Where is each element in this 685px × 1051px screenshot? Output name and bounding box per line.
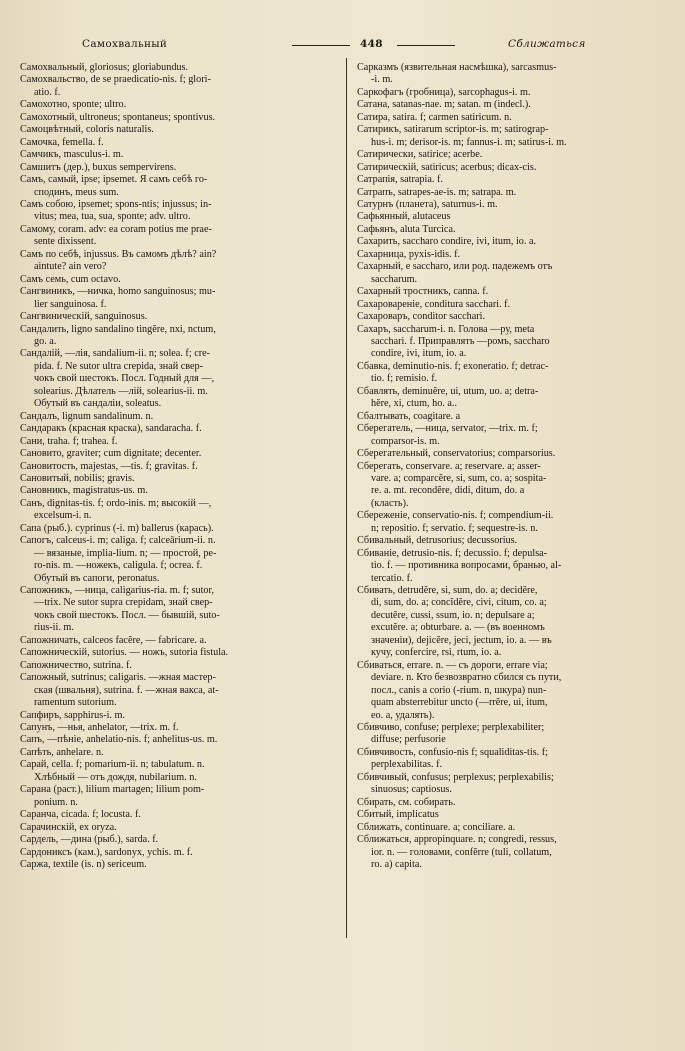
entry-line: Сбереженіе, conservatio-nis. f; compendium-ii.	[357, 510, 554, 522]
right-column	[357, 62, 669, 871]
entry-line: Сбитый, implicatus	[357, 809, 439, 821]
entry-line: Сбивчиво, confuse; perplexe; perplexabiliter;	[357, 722, 545, 734]
entry-line: кучу, confercire, rsi, rtum, io. a.	[371, 647, 502, 659]
entry-line: Сандаракъ (красная краска), sandaracha. f.	[20, 423, 202, 435]
entry-line: Сандалить, ligno sandalino tingĕre, nxi, nctum,	[20, 323, 216, 335]
entry-line: Саржа, textile (is. n) sericeum.	[20, 859, 147, 870]
entry-line: ior. n. — головами, confĕrre (tuli, collatum,	[371, 846, 552, 858]
entry-line: Сановито, graviter; cum dignitate; decenter.	[20, 448, 202, 460]
entry-line: Сберегательный, conservatorius; comparsorius.	[357, 448, 556, 460]
entry-line: vare. a; comparcĕre, si, sum, co. a; sospita-	[371, 472, 547, 484]
entry-line: Сангвиникъ, —ничка, homo sanguinosus; mu-	[20, 286, 216, 298]
entry-line: di, sum, do. a; concĭdĕre, civi, citum, co. a;	[371, 597, 547, 609]
entry-line: Самому, coram. adv: ea coram potius me prae-	[20, 223, 212, 235]
entry-line: Сапожническій, sutorius. — ножъ, sutoria fistula.	[20, 647, 229, 659]
entry-line: condire, ivi, itum, io. a.	[371, 348, 467, 360]
page-number: 448	[360, 38, 383, 50]
entry-line: Сапожникъ, —ница, caligarius-ria. m. f; sutor,	[20, 585, 215, 597]
entry-line: Сатрапъ, satrapes-ae-is. m; satrapa. m.	[357, 186, 517, 198]
entry-line: sinuosus; captiosus.	[371, 784, 452, 796]
header-left-guide-word: Самохвальный	[82, 38, 168, 50]
entry-line: Сбавка, deminutio-nis. f; exoneratio. f; detrac-	[357, 360, 549, 372]
entry-line: Самохвальный, gloriosus; gloriabundus.	[20, 62, 189, 73]
entry-line: чокъ свой шестокъ. Посл. Годный для —,	[34, 373, 215, 385]
entry-line: Сатана, satanas-nae. m; satan. m (indecl.).	[357, 99, 531, 111]
entry-line: —trix. Ne sutor supra crepidam, знай свер-	[34, 597, 213, 609]
entry-line: Саркофагъ (гробница), sarcophagus-i. m.	[357, 86, 531, 98]
entry-line: Самохотный, ultroneus; spontaneus; spontivus.	[20, 111, 216, 123]
header-right-guide-word: Сближаться	[508, 38, 586, 50]
entry-line: re. a. mt. recondĕre, didi, ditum, do. a	[371, 485, 525, 497]
entry-line: pida. f. Ne sutor ultra crepida, знай свер-	[34, 360, 204, 372]
entry-line: Сарачинскій, ex oryza.	[20, 821, 117, 833]
header-rule-left	[292, 45, 350, 46]
entry-line: rius-ii. m.	[34, 622, 74, 634]
entry-line: ro-nis. m. —ножекъ, caligula. f; ocrea. f.	[34, 560, 203, 572]
entry-line: Самъ по себѣ, injussus. Въ самомъ дѣлѣ? ain?	[20, 248, 217, 260]
entry-line: Сапъ, —пѣніе, anhelatio-nis. f; anhelitus-us. m.	[20, 734, 218, 746]
entry-line: Сапа (рыб.). cyprinus (-i. m) ballerus (карась).	[20, 522, 214, 534]
column-divider	[346, 58, 347, 938]
entry-line: Сахарить, saccharo condire, ivi, itum, io. a.	[357, 236, 537, 248]
entry-line: Сапѣть, anhelare. n.	[20, 746, 104, 758]
entry-line: Сбиваться, errare. n. — съ дороги, errare via;	[357, 659, 548, 671]
entry-line: ramentum sutorium.	[34, 697, 117, 709]
entry-line: sente dixissent.	[34, 236, 97, 248]
entry-line: Сапожничество, sutrina. f.	[20, 659, 132, 671]
entry-line: excutĕre. a; obturbare. a. — (въ военномъ	[371, 622, 545, 634]
entry-line: Сардониксъ (кам.), sardonyx, ychis. m. f.	[20, 846, 193, 858]
entry-line: Самъ семь, cum octavo.	[20, 273, 121, 285]
entry-line: Сахарница, pyxis-idis. f.	[357, 248, 461, 260]
entry-line: Сандалъ, lignum sandalinum. n.	[20, 410, 154, 422]
entry-line: tio. f. — противника вопросами, бранью, al-	[371, 560, 562, 572]
entry-line: (класть).	[371, 497, 409, 509]
entry-line: eo. a, удалять).	[371, 709, 435, 721]
page-header	[20, 38, 670, 54]
entry-line: -i. m.	[371, 74, 393, 86]
entry-line: Самохвальство, de se praedicatio-nis. f; glori-	[20, 74, 211, 86]
entry-line: Сбавлять, deminuĕre, ui, utum, uo. a; detra-	[357, 385, 539, 397]
entry-line: quam absterrebitur uncto (—rrĕre, ui, itum,	[371, 697, 548, 709]
entry-line: Сбивать, detrudĕre, si, sum, do. a; decidĕre,	[357, 585, 538, 597]
entry-line: Сближать, continuare. a; conciliare. a.	[357, 821, 516, 833]
entry-line: perplexabilitas. f.	[371, 759, 443, 771]
entry-line: Хлѣбный — отъ дождя, nubilarium. n.	[34, 771, 197, 783]
entry-line: Самшитъ (дер.), buxus sempervirens.	[20, 161, 177, 173]
entry-line: Сапунъ, —нья, anhelator, —trix. m. f.	[20, 722, 179, 734]
entry-line: Сахарный тростникъ, canna. f.	[357, 286, 489, 298]
left-column	[20, 62, 338, 871]
entry-line: comparsor-is. m.	[371, 435, 440, 447]
entry-line: Сбивчивый, confusus; perplexus; perplexabilis;	[357, 771, 554, 783]
entry-line: Самъ собою, ipsemet; spons-ntis; injussus; in-	[20, 198, 212, 210]
entry-line: diffuse; perfusorie	[371, 734, 446, 746]
entry-line: Самохотно, sponte; ultro.	[20, 99, 127, 111]
entry-line: Сатирикъ, satirarum scriptor-is. m; satirograp-	[357, 124, 549, 136]
entry-line: Самчикъ, masculus-i. m.	[20, 149, 124, 161]
entry-line: Самъ, самый, ipse; ipsemet. Я самъ себѣ го-	[20, 174, 208, 186]
entry-line: sacchari. f. Приправлять —ромъ, saccharo	[371, 335, 550, 347]
entry-line: hĕre, xi, ctum, ho. a..	[371, 398, 458, 410]
entry-line: значеніи), dejicĕre, jeci, jectum, io. a. — въ	[371, 634, 552, 646]
entry-line: Сарай, cella. f; pomarium-ii. n; tabulatum. n.	[20, 759, 205, 771]
entry-line: Самочка, femella. f.	[20, 136, 104, 148]
entry-line: Сановитый, nobilis; gravis.	[20, 472, 135, 484]
entry-line: Сатирически, satirice; acerbe.	[357, 149, 483, 161]
header-rule-right	[397, 45, 455, 46]
entry-line: Сберегатель, —ница, servator, —trix. m. f;	[357, 423, 538, 435]
entry-line: Сахарный, e saccharo, или род. падежемъ отъ	[357, 261, 553, 273]
entry-line: Обутый въ сандаліи, soleatus.	[34, 398, 162, 410]
entry-line: Обутый въ сапоги, peronatus.	[34, 572, 160, 584]
entry-line: Сапфиръ, sapphirus-i. m.	[20, 709, 125, 721]
entry-line: Сахаръ, saccharum-i. n. Голова —ру, meta	[357, 323, 535, 335]
entry-line: ro. a) capita.	[371, 859, 422, 870]
entry-line: Сапожничать, calceos facĕre, — fabricare. a.	[20, 634, 207, 646]
entry-line: Сановникъ, magistratus-us. m.	[20, 485, 148, 497]
entry-line: aintute? ain vero?	[34, 261, 107, 273]
entry-line: Санъ, dignitas-tis. f; ordo-inis. m; высокій —,	[20, 497, 212, 509]
entry-line: Сбивчивость, confusio-nis f; squaliditas-tis. f;	[357, 746, 548, 758]
entry-line: hus-i. m; derisor-is. m; fannus-i. m; satirus-i. m.	[371, 136, 567, 148]
entry-line: Сбивальный, detrusorius; decussorius.	[357, 535, 518, 547]
entry-line: Сберегать, conservare. a; reservare. a; asser-	[357, 460, 541, 472]
entry-line: Сбиваніе, detrusio-nis. f; decussio. f; depulsa-	[357, 547, 548, 559]
entry-line: solearius. Дѣлатель —лій, solearius-ii. m.	[34, 385, 208, 397]
entry-line: n; repositio. f; servatio. f; sequestre-is. n.	[371, 522, 538, 534]
entry-line: Сатрапія, satrapia. f.	[357, 174, 443, 186]
entry-line: Сахароваренie, conditura sacchari. f.	[357, 298, 511, 310]
entry-line: vitus; mea, tua, sua, sponte; adv. ultro.	[34, 211, 191, 223]
entry-line: посл., canis a corio (-rium. n, шкура) nun-	[371, 684, 547, 696]
entry-line: go. a.	[34, 335, 57, 347]
entry-line: Сбалтывать, coagitare. a	[357, 410, 461, 422]
entry-line: Сани, traha. f; trahea. f.	[20, 435, 118, 447]
entry-line: lier sanguinosa. f.	[34, 298, 107, 310]
entry-line: Сангвиническій, sanguinosus.	[20, 311, 148, 323]
entry-line: Сарана (раст.), lilium martagen; lilium pom-	[20, 784, 205, 796]
entry-line: saccharum.	[371, 273, 418, 285]
entry-line: Самоцвѣтный, coloris naturalis.	[20, 124, 154, 136]
entry-line: — вязаные, implia-lium. n; — простой, pe-	[34, 547, 217, 559]
entry-line: Сатирическій, satiricus; acerbus; dicax-cis.	[357, 161, 537, 173]
entry-line: Сатира, satira. f; carmen satiricum. n.	[357, 111, 512, 123]
entry-line: Сардель, —дина (рыб.), sarda. f.	[20, 834, 159, 846]
entry-line: ponium. n.	[34, 796, 78, 808]
entry-line: Сближаться, appropinquare. n; congredi, ressus,	[357, 834, 557, 846]
entry-line: Сандалій, —лія, sandalium-ii. n; solea. f; cre-	[20, 348, 211, 360]
entry-line: excelsum-i. n.	[34, 510, 92, 522]
entry-line: Сапогъ, calceus-i. m; caliga. f; calceārium-ii. n.	[20, 535, 216, 547]
entry-line: Сатурнъ (планета), saturnus-i. m.	[357, 198, 498, 210]
entry-line: decutĕre, cussi, ssum, io. n; depulsare a;	[371, 609, 535, 621]
entry-line: atio. f.	[34, 86, 61, 98]
entry-line: deviare. n. Кто безвозвратно сбился съ пути,	[371, 672, 562, 684]
entry-line: Сарказмъ (язвительная насмѣшка), sarcasmus-	[357, 62, 557, 73]
entry-line: Сапожный, sutrinus; caligaris. —жная мастер-	[20, 672, 216, 684]
entry-line: чокъ свой шестокъ. Посл. — бывшій, suto-	[34, 609, 220, 621]
entry-line: Сбирать, см. собирать.	[357, 796, 456, 808]
entry-line: сподинъ, meus sum.	[34, 186, 119, 198]
entry-line: Сановитость, majestas, —tis. f; gravitas. f.	[20, 460, 198, 472]
entry-line: tercatio. f.	[371, 572, 413, 584]
entry-line: Саранча, cicada. f; locusta. f.	[20, 809, 141, 821]
entry-line: Сафьянъ, aluta Turcica.	[357, 223, 456, 235]
entry-line: Сахароваръ, conditor sacchari.	[357, 311, 486, 323]
entry-line: Сафьянный, alutaceus	[357, 211, 451, 223]
entry-line: ская (швальня), sutrina. f. —жная вакса, at-	[34, 684, 219, 696]
entry-line: tio. f; remisio. f.	[371, 373, 438, 385]
